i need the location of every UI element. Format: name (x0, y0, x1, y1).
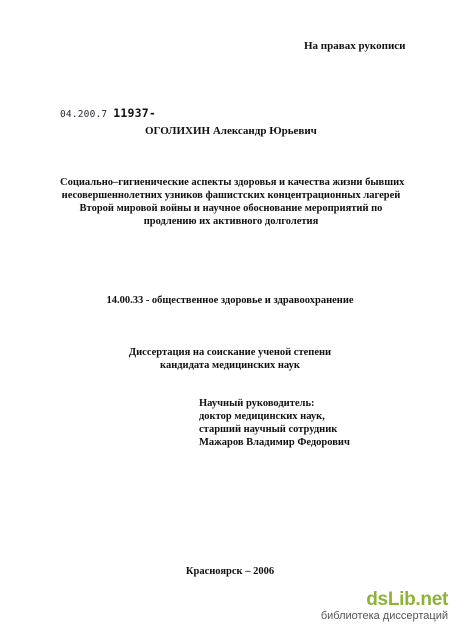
supervisor-block (199, 397, 350, 449)
title-line: Социально–гигиенические аспекты здоровья и качества жизни бывших (60, 177, 405, 188)
dissertation-title (60, 176, 405, 228)
title-line: несовершеннолетних узников фашистских концентрационных лагерей (61, 190, 401, 201)
degree-statement (80, 346, 380, 372)
supervisor-line: Научный руководитель: (199, 398, 315, 409)
city-year: Красноярск – 2006 (185, 566, 275, 577)
stamp-number: 11937- (113, 106, 157, 120)
archive-stamp (60, 106, 156, 120)
degree-line: Диссертация на соискание ученой степени (128, 347, 332, 358)
title-line: продлению их активного долголетия (143, 216, 319, 227)
stamp-code: 04.200.7 (60, 109, 108, 120)
supervisor-line: доктор медицинских наук, (199, 411, 325, 422)
title-line: Второй мировой войны и научное обоснование мероприятий по (79, 203, 383, 214)
supervisor-line: Мажаров Владимир Федорович (199, 437, 350, 448)
specialty-code: 14.00.33 - общественное здоровье и здравоохранение (106, 295, 354, 306)
dslib-watermark (310, 590, 448, 623)
degree-line: кандидата медицинских наук (160, 360, 300, 371)
author-name: ОГОЛИХИН Александр Юрьевич (145, 125, 317, 137)
watermark-logo: dsLib.net (366, 589, 448, 610)
rights-note: На правах рукописи (304, 40, 406, 52)
watermark-subtitle: библиотека диссертаций (320, 610, 448, 622)
supervisor-line: старший научный сотрудник (199, 424, 338, 435)
